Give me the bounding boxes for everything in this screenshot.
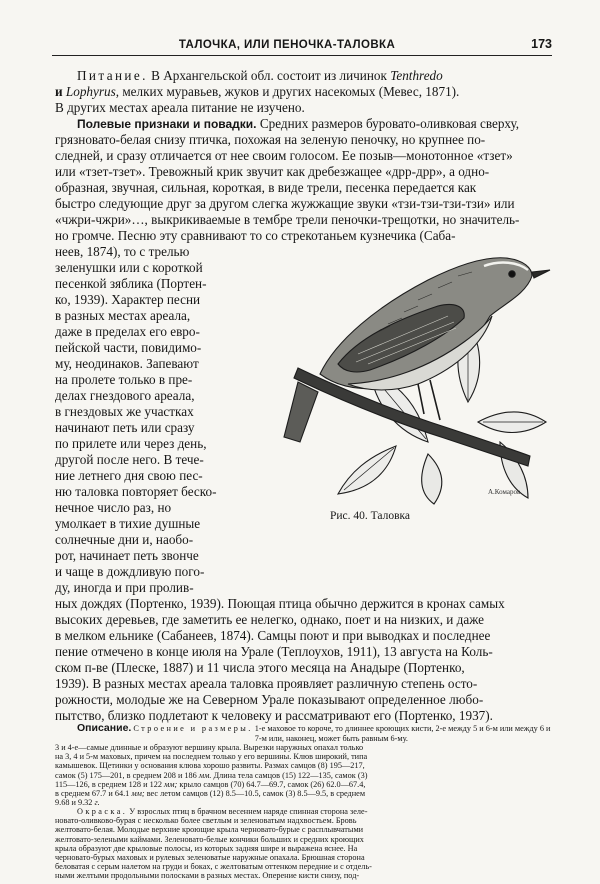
artist-signature: А.Комаров bbox=[488, 488, 521, 496]
description-line: камышевок. Щетинки у основания клюва хорошо развиты. Размах самцов (8) 195—217, bbox=[55, 761, 365, 771]
behavior-line-1: Полевые признаки и повадки. Средних размеров буровато-оливковая сверху, bbox=[77, 116, 520, 131]
behavior-line: рот, начинает петь звонче bbox=[55, 548, 199, 563]
feeding-line-1: Питание. В Архангельской обл. состоит из личинок Tenthredo bbox=[77, 68, 443, 83]
description-line: 3 и 4-е—самые длинные и образуют вершину крыла. Вырезки наружных опахал только bbox=[55, 743, 364, 753]
description-line: в среднем 67.7 и 64.1 мм; вес летом самцов (12) 8.5—10.5, самок (3) 8.5—9.5, в среднем bbox=[55, 788, 366, 798]
behavior-line: ду, иногда и при пролив- bbox=[55, 580, 194, 595]
behavior-line: пытство, близко подлетают к человеку и рассматривают его (Портенко, 1937). bbox=[55, 708, 493, 723]
description-line: на 3, 4 и 5-м маховых, причем на последнем только у его вершины. Клюв широкий, типа bbox=[55, 752, 368, 762]
running-head-title: ТАЛОЧКА, ИЛИ ПЕНОЧКА-ТАЛОВКА bbox=[178, 39, 396, 51]
behavior-line: начинают петь или сразу bbox=[55, 420, 195, 435]
behavior-line: ко, 1939). Характер песни bbox=[55, 292, 201, 307]
running-head bbox=[52, 34, 552, 56]
feeding-line-3: В других местах ареала питание не изучено. bbox=[55, 100, 305, 115]
taxon-name: Tenthredo bbox=[390, 68, 443, 83]
behavior-line: на пролете только в пре- bbox=[55, 372, 193, 387]
figure-caption: Рис. 40. Таловка bbox=[330, 510, 411, 522]
behavior-line: «чжри-чжри»…, выкрикиваемые в тембре трели пеночки-трещотки, но значитель- bbox=[55, 212, 520, 227]
willow-warbler-drawing bbox=[278, 232, 554, 508]
behavior-line: в гнездовых же участках bbox=[55, 404, 194, 419]
behavior-line: му, неодинаков. Запевают bbox=[55, 356, 199, 371]
behavior-line: пение отмечено в конце июля на Урале (Теплоухов, 1911), 13 августа на Коль- bbox=[55, 644, 493, 659]
coloration-line: желтовато-зелеными каймами. Зеленовато-белые кончики больших и средних кроющих bbox=[55, 834, 364, 844]
feeding-label: Питание. bbox=[77, 68, 148, 83]
behavior-line: 1939). В разных местах ареала таловка проявляет различную степень осто- bbox=[55, 676, 478, 691]
behavior-line: высоких деревьев, где заметить ее нелегко, однако, поет и на низких, и даже bbox=[55, 612, 484, 627]
feeding-line-2: и Lophyrus, мелких муравьев, жуков и других насекомых (Мевес, 1871). bbox=[55, 84, 460, 99]
coloration-line: новато-оливково-бурая с несколько более светлым и зеленоватым надхвостьем. Бровь bbox=[55, 816, 357, 826]
behavior-line: следней, и сразу отличается от нее своим голосом. Ее позыв—монотонное «тзет» bbox=[55, 148, 513, 163]
behavior-line: рожности, молодые же на Северном Урале показывают определенное любо- bbox=[55, 692, 484, 707]
behavior-line: делах гнездового ареала, bbox=[55, 388, 195, 403]
page-number: 173 bbox=[531, 37, 552, 51]
behavior-line: или «тзет-тзет». Тревожный крик звучит как дребезжащее «дрр-дрр», а одно- bbox=[55, 164, 490, 179]
header-rule bbox=[52, 55, 552, 56]
behavior-line: другой после него. В тече- bbox=[55, 452, 204, 467]
coloration-line: желтовато-белая. Молодые верхние кроющие крыла черновато-бурые с расплывчатыми bbox=[55, 825, 364, 835]
behavior-line: солнечные дни и, наобо- bbox=[55, 532, 194, 547]
behavior-line: ние летнего дня свою пес- bbox=[55, 468, 203, 483]
behavior-line: нечное число раз, но bbox=[55, 500, 172, 515]
behavior-line: ском п-ве (Плеске, 1887) и 11 числа этого месяца на Анадыре (Портенко, bbox=[55, 660, 465, 675]
coloration-line: беловатая с серым налетом на груди и боках, с желтоватым оттенком передние и с отдель- bbox=[55, 862, 372, 871]
behavior-line: зеленушки или с короткой bbox=[55, 260, 203, 275]
behavior-line: грязновато-белая снизу птичка, похожая на зеленую пеночку, но крупнее по- bbox=[55, 132, 486, 147]
behavior-line: неев, 1874), то с трелью bbox=[55, 244, 190, 259]
behavior-line: песенкой зяблика (Портен- bbox=[55, 276, 207, 291]
behavior-line: в мелком ельнике (Сабанеев, 1874). Самцы поют и при выводках и последнее bbox=[55, 628, 491, 643]
behavior-line: по прилете или через день, bbox=[55, 436, 207, 451]
behavior-line: ню таловка повторяет беско- bbox=[55, 484, 217, 499]
bird-illustration bbox=[278, 232, 554, 508]
description-line: самок (5) 175—201, в среднем 208 и 186 мм. Длина тела самцов (15) 122—135, самок (3) bbox=[55, 770, 368, 780]
coloration-line: крыла образуют две крыловые полосы, из которых задняя шире и выражена яснее. На bbox=[55, 843, 358, 853]
structure-subhead: Строение и размеры. bbox=[133, 724, 253, 733]
coloration-line: ными желтыми продольными полосками в разных местах. Оперение кисти снизу, под- bbox=[55, 871, 360, 881]
behavior-line: ных дождях (Портенко, 1939). Поющая птица обычно держится в кронах самых bbox=[55, 596, 505, 611]
coloration-heading: Окраска. bbox=[77, 807, 128, 817]
behavior-line: умолкает в тихие душные bbox=[55, 516, 201, 531]
coloration-line-1: Окраска. У взрослых птиц в брачном весеннем наряде спинная сторона зеле- bbox=[77, 807, 368, 817]
coloration-line: черновато-бурых маховых и рулевых зеленоватые наружные опахала. Брюшная сторона bbox=[55, 852, 365, 862]
description-line-1: Описание. Строение и размеры. 1-е маховое то короче, то длиннее кроющих кисти, 2-е между 5 и 6-м или между 6 и 7-м или, наконец, может быть равным 6-му. bbox=[77, 722, 551, 743]
description-line: 9.68 и 9.32 г. bbox=[55, 798, 100, 808]
behavior-line: в разных местах ареала, bbox=[55, 308, 191, 323]
taxon-name: Lophyrus bbox=[65, 84, 116, 99]
behavior-line: и чаще в дождливую пого- bbox=[55, 564, 205, 579]
description-line: 115—126, в среднем 128 и 122 мм; крыло самцов (70) 64.7—69.7, самок (26) 62.0—67.4, bbox=[55, 779, 366, 789]
behavior-line: но громче. Песню эту сравнивают то со стрекотаньем кузнечика (Саба- bbox=[55, 228, 456, 243]
behavior-line: даже в пределах его евро- bbox=[55, 324, 200, 339]
description-heading: Описание. bbox=[77, 722, 132, 734]
behavior-line: пейской части, повидимо- bbox=[55, 340, 202, 355]
behavior-line: быстро следующие друг за другом слегка жужжащие звуки «тзи-тзи-тзи-тзи» или bbox=[55, 196, 515, 211]
behavior-line: образная, звучная, сильная, короткая, в виде трели, песенка передается как bbox=[55, 180, 477, 195]
behavior-heading: Полевые признаки и повадки. bbox=[77, 117, 257, 131]
